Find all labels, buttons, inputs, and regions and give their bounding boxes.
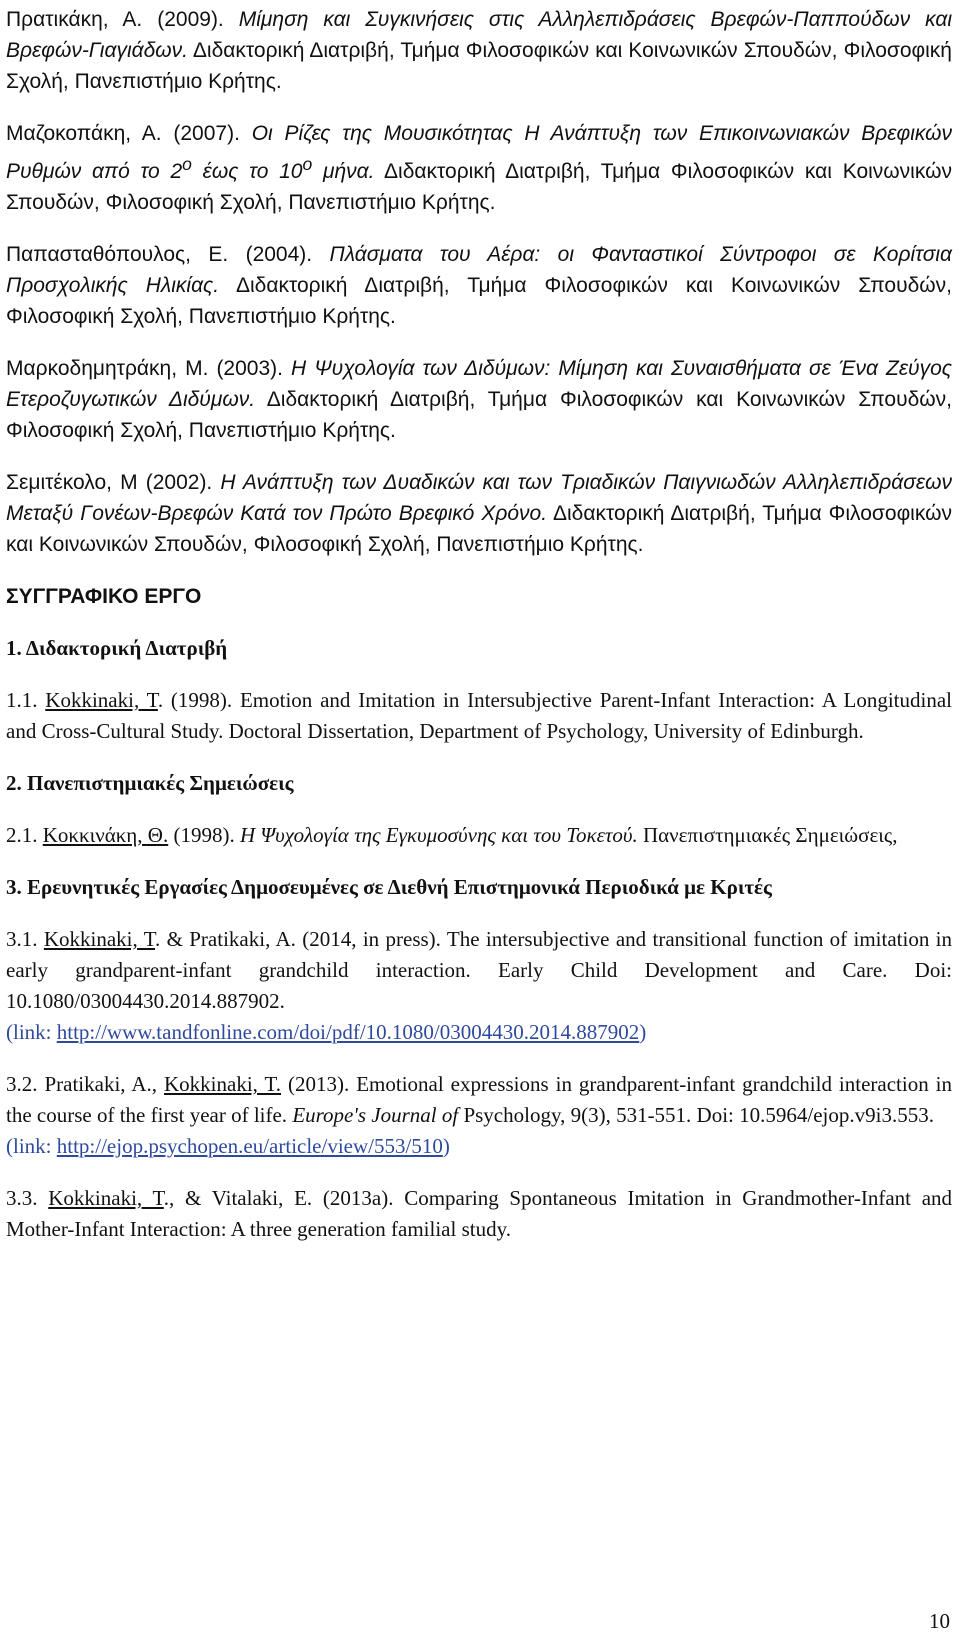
ref-details: Διδακτορική Διατριβή, Τμήμα Φιλοσοφικών και Κοινωνικών Σπουδών, Φιλοσοφική Σχολή, Πανεπιστήμιο Κρήτης. bbox=[6, 274, 952, 328]
ref-author: Σεμιτέκολο, Μ (2002). bbox=[6, 471, 213, 494]
ref-title: Μίμηση και Συγκινήσεις στις Αλληλεπιδράσεις Βρεφών-Παππούδων και Βρεφών-Γιαγιάδων. bbox=[6, 8, 952, 62]
entry-author: Kokkinaki, T. bbox=[164, 1072, 282, 1096]
entry-details: ., & Vitalaki, E. (2013a). Comparing Spontaneous Imitation in Grandmother-Infant and Mother-Infant Interaction: A three generation familial study. bbox=[6, 1186, 953, 1241]
subsection-heading: 3. Ερευνητικές Εργασίες Δημοσευμένες σε Διεθνή Επιστημονικά Περιοδικά με Κριτές bbox=[6, 875, 772, 899]
ref-details: Διδακτορική Διατριβή, Τμήμα Φιλοσοφικών και Κοινωνικών Σπουδών, Φιλοσοφική Σχολή, Πανεπιστήμιο Κρήτης. bbox=[6, 39, 952, 93]
entry-author: Kokkinaki, T bbox=[43, 927, 155, 951]
section-heading: ΣΥΓΓΡΑΦΙΚΟ ΕΡΓΟ bbox=[6, 585, 202, 608]
subsection-heading: 1. Διδακτορική Διατριβή bbox=[6, 636, 228, 660]
entry-number: 3.1. bbox=[6, 927, 38, 951]
link-prefix: (link: bbox=[6, 1134, 57, 1158]
ref-title-superscript: ο bbox=[182, 154, 192, 174]
reference-entry bbox=[6, 4, 952, 97]
publication-entry bbox=[6, 1183, 952, 1245]
reference-entry bbox=[6, 118, 952, 218]
ref-title-superscript: ο bbox=[302, 154, 313, 174]
ref-details: Διδακτορική Διατριβή, Τμήμα Φιλοσοφικών και Κοινωνικών Σπουδών, Φιλοσοφική Σχολή, Πανεπιστήμιο Κρήτης. bbox=[6, 160, 952, 214]
entry-coauthor: Pratikaki, A., bbox=[44, 1072, 164, 1096]
link-suffix: ) bbox=[442, 1134, 450, 1158]
ref-details: Διδακτορική Διατριβή, Τμήμα Φιλοσοφικών και Κοινωνικών Σπουδών, Φιλοσοφική Σχολή, Πανεπιστήμιο Κρήτης. bbox=[6, 502, 952, 556]
entry-number: 1.1. bbox=[6, 688, 38, 712]
publication-entry bbox=[6, 820, 952, 851]
entry-details: . & Pratikaki, A. (2014, in press). The intersubjective and transitional function of imitation in early grandparent-infant grandchild interaction. Early Child Development and Care. Doi: 10.1080/03004430.2014.887902. bbox=[6, 927, 952, 1013]
publication-entry bbox=[6, 1069, 952, 1162]
reference-entry bbox=[6, 353, 952, 446]
entry-number: 2.1. bbox=[6, 823, 38, 847]
entry-details: Πανεπιστημιακές Σημειώσεις, bbox=[643, 823, 898, 847]
reference-entry bbox=[6, 467, 952, 560]
publication-entry bbox=[6, 924, 952, 1048]
entry-number: 3.2. bbox=[6, 1072, 38, 1096]
ref-author: Παπασταθόπουλος, Ε. (2004). bbox=[6, 243, 313, 266]
entry-author: Kokkinaki, T bbox=[48, 1186, 164, 1210]
ref-title-part: έως το 10 bbox=[191, 160, 303, 183]
ref-title: Πλάσματα του Αέρα: οι Φανταστικοί Σύντροφοι σε Κορίτσια Προσχολικής Ηλικίας. bbox=[6, 243, 952, 297]
ref-details: Διδακτορική Διατριβή, Τμήμα Φιλοσοφικών και Κοινωνικών Σπουδών, Φιλοσοφική Σχολή, Πανεπιστήμιο Κρήτης. bbox=[6, 388, 952, 442]
entry-details: (2013). Emotional expressions in grandparent-infant grandchild interaction in the course of the first year of life. bbox=[6, 1072, 953, 1127]
ref-title: Η Ανάπτυξη των Δυαδικών και των Τριαδικών Παιγνιωδών Αλληλεπιδράσεων Μεταξύ Γονέων-Βρεφών Κατά τον Πρώτο Βρεφικό Χρόνο. bbox=[6, 471, 953, 525]
entry-details-continued: Psychology, 9(3), 531-551. Doi: 10.5964/ejop.v9i3.553. bbox=[458, 1103, 934, 1127]
entry-author: Kokkinaki, T bbox=[45, 688, 158, 712]
link-suffix: ) bbox=[639, 1020, 647, 1044]
entry-author: Κοκκινάκη, Θ. bbox=[42, 823, 169, 847]
subsection-heading: 2. Πανεπιστημιακές Σημειώσεις bbox=[6, 771, 294, 795]
article-link[interactable]: http://ejop.psychopen.eu/article/view/553/510 bbox=[56, 1134, 443, 1158]
ref-author: Μαζοκοπάκη, Α. (2007). bbox=[6, 122, 240, 145]
ref-title: Η Ψυχολογία των Διδύμων: Μίμηση και Συναισθήματα σε Ένα Ζεύγος Ετεροζυγωτικών Διδύμων. bbox=[6, 357, 952, 411]
entry-year: (1998). bbox=[168, 823, 235, 847]
entry-title: Η Ψυχολογία της Εγκυμοσύνης και του Τοκετού. bbox=[239, 823, 638, 847]
ref-title-part: μήνα. bbox=[312, 160, 375, 183]
publication-entry bbox=[6, 685, 952, 747]
entry-journal: Europe's Journal of bbox=[292, 1103, 459, 1127]
ref-author: Μαρκοδημητράκη, Μ. (2003). bbox=[6, 357, 283, 380]
article-link[interactable]: http://www.tandfonline.com/doi/pdf/10.1080/03004430.2014.887902 bbox=[56, 1020, 640, 1044]
ref-author: Πρατικάκη, Α. (2009). bbox=[6, 8, 224, 31]
ref-title-part: Οι Ρίζες της Μουσικότητας Η Ανάπτυξη των Επικοινωνιακών Βρεφικών Ρυθμών από το 2 bbox=[6, 122, 952, 183]
page-number: 10 bbox=[929, 1609, 950, 1633]
reference-entry bbox=[6, 239, 952, 332]
page-content bbox=[6, 4, 952, 1266]
link-prefix: (link: bbox=[6, 1020, 57, 1044]
entry-details: . (1998). Emotion and Imitation in Intersubjective Parent-Infant Interaction: A Longitudinal and Cross-Cultural Study. Doctoral Dissertation, Department of Psychology, University of Edinburgh. bbox=[6, 688, 952, 743]
entry-number: 3.3. bbox=[6, 1186, 38, 1210]
